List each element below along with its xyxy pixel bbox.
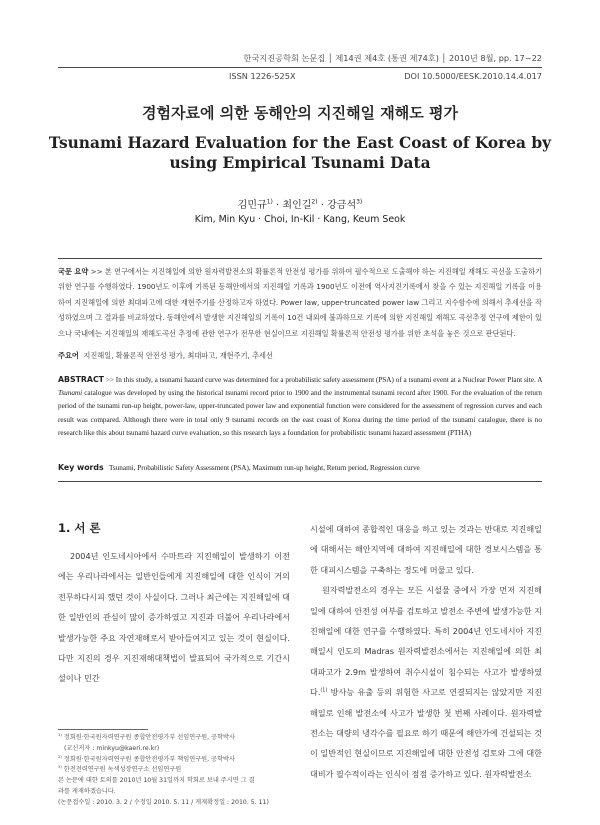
abstract-top-rule [58, 258, 542, 259]
keywords-english [58, 461, 542, 475]
abstract-english-label: ABSTRACT [58, 375, 104, 384]
abstract-korean-text: 본 연구에서는 지진해일에 의한 원자력발전소의 확률론적 안전성 평가를 위하여 필수적으로 도출해야 하는 지진해일 재해도 곡선을 도출하기 위한 연구를 수행하였다. 1900년도 이후에 기록된 동해안에서의 지진해일 기록과 1900년도 이전에 역사지진기록에서 찾을 수 있는 지진해일 기록을 이용하여 지진해일에 의한 최대파고에 대한 재현주기를 산정하고자 하였다. Power law, upper-truncated power law 그리고 지수함수에 의해서 추세선을 작성하였으며 그 결과를 비교하였다. 동해안에서 발생한 지진해일의 기록이 10건 내외에 불과하므로 기록에 의한 지진해일 재해도 곡선추정 연구에 제한이 있으나 국내에는 지진해일의 재해도곡선 추정에 관한 연구가 전무한 현실이므로 지진해일 확률론적 안전성 평가를 위한 초석을 놓은 것으로 판단된다. [58, 267, 542, 338]
doi: DOI 10.5000/EESK.2010.14.4.017 [404, 71, 542, 81]
author-name: 강금석 [327, 200, 357, 211]
title-english-line1: Tsunami Hazard Evaluation for the East Coast of Korea by [48, 134, 552, 152]
footnote-rule [58, 729, 148, 730]
author-name: 김민규 [237, 200, 267, 211]
paragraph: 2004년 인도네시아에서 수마트라 지진해일이 발생하기 이전에는 우리나라에서는 일반인들에게 지진해일에 대한 인식이 거의 전무하다시피 했던 것이 사실이다. 그러나 최근에는 지진해일에 대한 일반인의 관심이 많이 증가하였고 지진과 더불어 우리나라에서 발생가능한 주요 자연재해로서 받아들여지고 있는 것이 현실이다. 다만 지진의 경우 지진재해대책법이 발표되어 국가적으로 기간시설이나 민간 [58, 551, 290, 684]
abstract-bottom-rule [58, 481, 542, 482]
author-name: 최인길 [282, 200, 312, 211]
citation: (1) [320, 687, 328, 694]
abstract-english-text-b: catalogue was developed by using the historical tsunami record prior to 1900 and the instrumental tsunami record after 1900. For the evaluation of the return period of the tsunami run-up height, power-law, upper-truncated power law and exponential function were considered for the assessment of regression curves and each result was compared. Although there were in total only 9 tsunami records on the east coast of Korea during the time period of the tsunami catalogue, there is no research like this about tsunami hazard curve evaluation, so this research lays a foundation for probabilistic tsunami hazard assessment (PTHA) [58, 389, 542, 437]
abstract-korean-label: 국문 요약 [58, 267, 89, 276]
section-heading: 1. 서 론 [58, 521, 101, 535]
abstract-marker: >> [90, 267, 103, 276]
author-affiliation-mark: 3) [356, 198, 363, 206]
author-separator: · [272, 200, 283, 211]
footnote-1-contact: (교신저자 : minkyu@kaeri.re.kr) [64, 744, 160, 752]
authors-english: Kim, Min Kyu · Choi, In-Kil · Kang, Keum Seok [194, 214, 406, 225]
keywords-korean-text: 지진해일, 확률론적 안전성 평가, 최대파고, 재현주기, 추세선 [83, 351, 273, 360]
keywords-korean [58, 348, 542, 363]
abstract-english [58, 373, 542, 440]
abstract-english-text-a: In this study, a tsunami hazard curve was determined for a probabilistic safety assessment (PSA) of a tsunami event at a Nuclear Power Plant site. A [115, 376, 543, 384]
title-english-line2: using Empirical Tsunami Data [169, 154, 431, 172]
authors-korean [0, 196, 600, 211]
journal-header-line: 한국지진공학회 논문집 │ 제14권 제4호 (통권 제74호) │ 2010년 8월, pp. 17~22 [243, 53, 542, 63]
footnote-1: $^{1)}$ 정회원·한국원자력연구원 종합안전평가부 선임연구원, 공학박사 [58, 732, 235, 741]
keywords-english-label: Key words [58, 463, 104, 472]
author-separator: · [317, 200, 328, 211]
keywords-korean-label: 주요어 [58, 351, 79, 360]
discussion-notice-line2: 과를 게재하겠습니다. [58, 787, 116, 795]
footnote-3: $^{3)}$ 한전전력연구원 녹색성장연구소 선임연구원 [58, 765, 182, 774]
author-affiliation-mark: 2) [311, 198, 318, 206]
paragraph: 시설에 대하여 종합적인 대응을 하고 있는 것과는 반대로 지진해일에 대해서는 해안지역에 대하여 지진해일에 대한 경보시스템을 통한 대피시스템을 구축하는 정도에 머물고 있다. [310, 524, 542, 575]
right-column-body [310, 519, 542, 784]
abstract-english-italic: Tsunami [58, 389, 83, 398]
footnotes [58, 733, 290, 809]
header-rule [58, 67, 542, 68]
title-korean: 경험자료에 의한 동해안의 지진해일 재해도 평가 [142, 104, 458, 122]
footnote-2: $^{2)}$ 정회원·한국원자력연구원 종합안전평가부 책임연구원, 공학박사 [58, 754, 235, 763]
abstract-korean [58, 264, 542, 341]
submission-dates: (논문접수일 : 2010. 3. 2 / 수정일 2010. 5. 11 / 게재확정일 : 2010. 5. 11) [58, 798, 269, 806]
keywords-english-text: Tsunami, Probabilistic Safety Assessment (PSA), Maximum run-up height, Return period, Regression curve [109, 464, 420, 472]
author-affiliation-mark: 1) [266, 198, 273, 206]
paragraph: 원자력발전소의 경우는 모든 시설물 중에서 가장 먼저 지진해일에 대하여 안전성 여부를 검토하고 발전소 주변에 발생가능한 지진해일에 대한 연구를 수행하였다. 특히 2004년 인도네시아 지진해일시 인도의 Madras 원자력발전소에서는 지진해일에 의한 최대파고가 2.9m 발생하여 취수시설이 침수되는 사고가 발생하였다.$^{(1)}$ 방사능 유출 등의 위험한 사고로 연결되지는 않았지만 지진해일로 인해 발전소에 사고가 발생한 첫 번째 사례이다. 원자력발전소는 대량의 냉각수를 필요로 하기 때문에 해안가에 건설되는 것이 일반적인 현실이므로 지진해일에 대한 안전성 검토와 그에 대한 대비가 필수적이라는 인식이 점점 증가하고 있다. 원자력발전소 [310, 585, 542, 779]
discussion-notice-line1: 본 논문에 대한 토의를 2010년 10월 31일까지 학회로 보내 주시면 그 결 [58, 777, 255, 785]
abstract-marker: >> [105, 376, 114, 384]
issn: ISSN 1226-525X [229, 71, 296, 81]
left-column-body [58, 546, 290, 689]
